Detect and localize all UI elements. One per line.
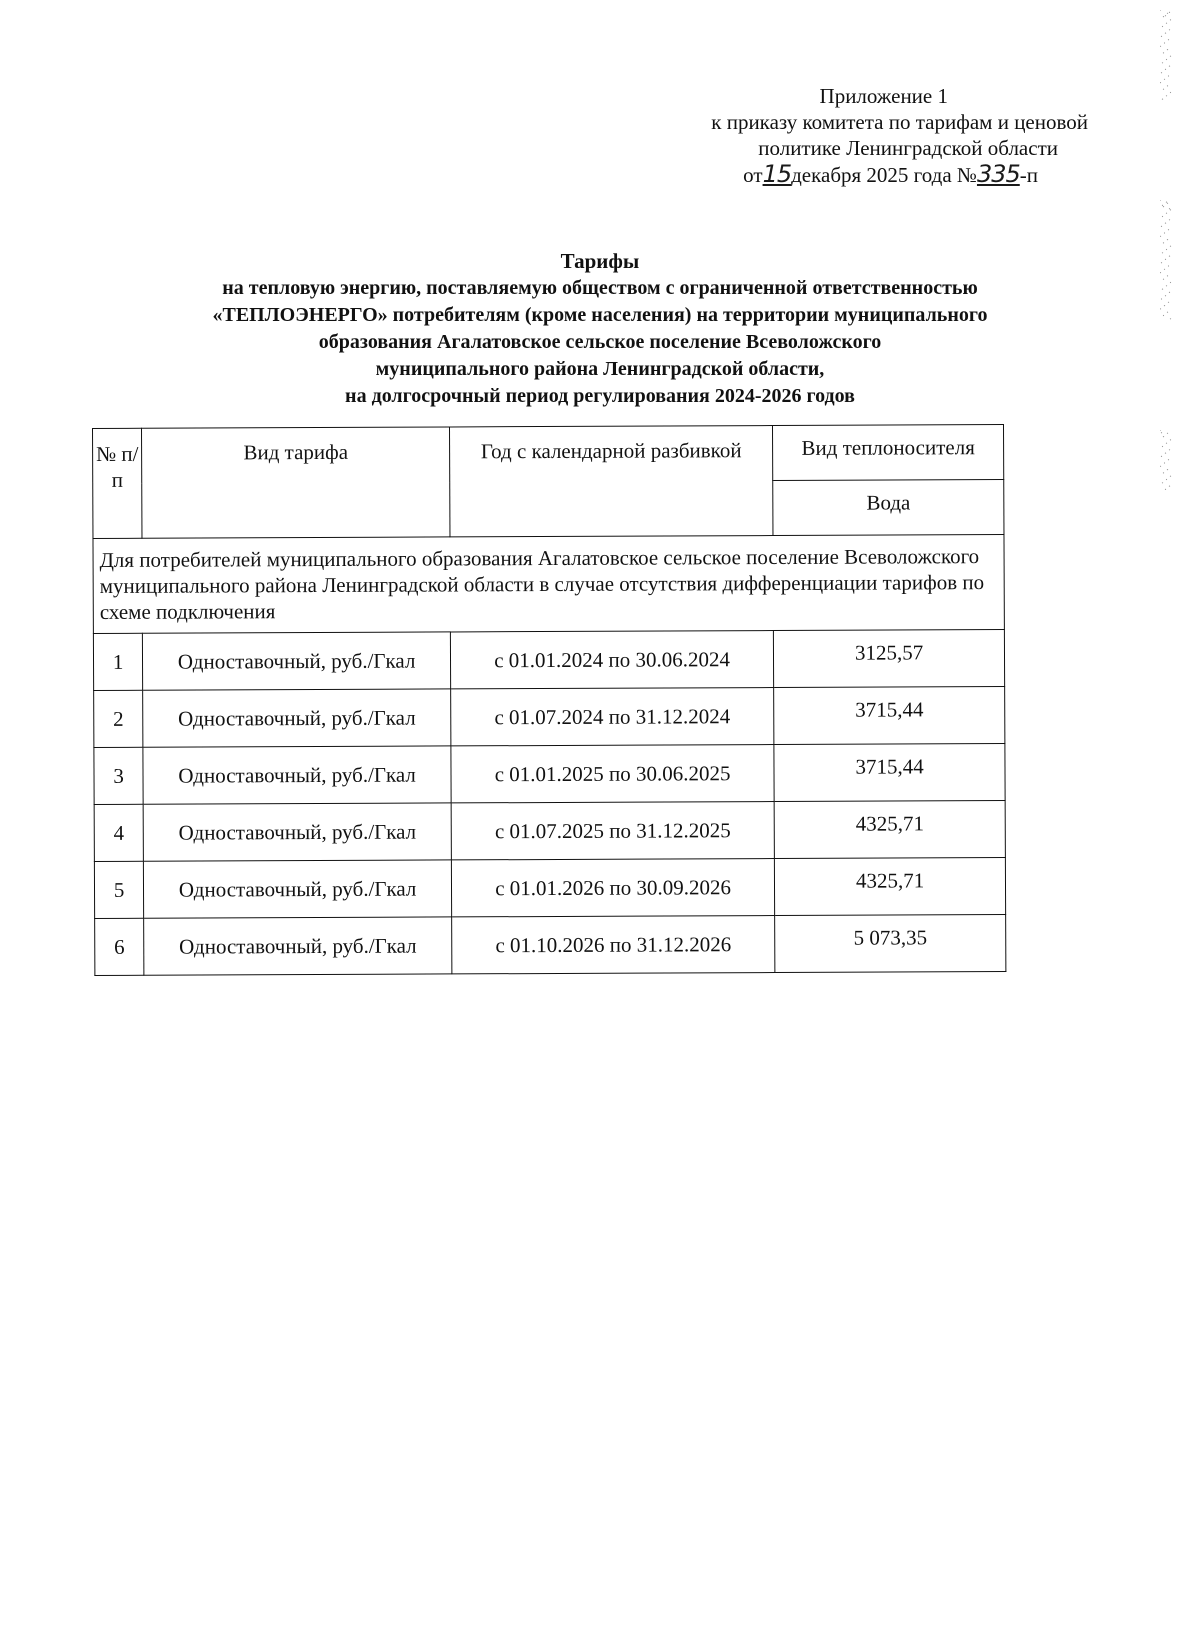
row-period: с 01.10.2026 по 31.12.2026 xyxy=(452,916,775,974)
row-number: 2 xyxy=(94,690,143,747)
header-number xyxy=(93,428,143,538)
document-title-block xyxy=(90,248,1110,410)
row-tariff-kind: Одноставочный, руб./Гкал xyxy=(143,689,451,747)
table-row xyxy=(94,858,1005,919)
row-water-tariff: 3715,44 xyxy=(774,687,1005,745)
header-tariff-kind: Вид тарифа xyxy=(142,427,450,538)
title-line-2: «ТЕПЛОЭНЕРГО» потребителям (кроме населения) на территории муниципального xyxy=(212,304,988,326)
date-suffix: -п xyxy=(1019,163,1038,187)
appendix-committee-line: политике Ленинградской области xyxy=(758,136,1058,160)
title-line-4: муниципального района Ленинградской области, xyxy=(375,358,825,380)
table-row xyxy=(94,744,1005,805)
section-description: Для потребителей муниципального образования Агалатовское сельское поселение Всеволожского муниципального района Ленинградской области в случае отсутствия дифференциации тарифов по схеме подключения xyxy=(93,535,1004,634)
title-line-1: на тепловую энергию, поставляемую обществом с ограниченной ответственностью xyxy=(222,277,978,299)
table-section-row xyxy=(93,535,1004,634)
row-period: с 01.07.2025 по 31.12.2025 xyxy=(451,802,774,860)
row-number: 6 xyxy=(95,918,144,975)
document-title: Тарифы xyxy=(560,249,640,273)
appendix-date-line xyxy=(628,161,1088,188)
row-water-tariff: 4325,71 xyxy=(775,858,1006,916)
scan-noise xyxy=(1160,430,1172,490)
scan-noise xyxy=(1160,10,1172,100)
title-line-5: на долгосрочный период регулирования 2024-2026 годов xyxy=(345,385,855,407)
appendix-header xyxy=(628,83,1088,188)
row-number: 1 xyxy=(93,633,142,690)
header-heat-carrier: Вид теплоносителя xyxy=(773,425,1004,481)
row-period: с 01.01.2024 по 30.06.2024 xyxy=(450,631,773,689)
row-tariff-kind: Одноставочный, руб./Гкал xyxy=(144,860,452,918)
tariff-table xyxy=(92,424,1006,976)
table-row xyxy=(94,687,1005,748)
title-line-3: образования Агалатовское сельское поселение Всеволожского xyxy=(318,331,882,353)
scan-noise xyxy=(1160,200,1172,320)
handwritten-day: 15 xyxy=(762,160,792,188)
table-header-row xyxy=(93,425,1004,484)
table-row xyxy=(95,915,1006,976)
row-water-tariff: 5 073,35 xyxy=(775,915,1006,973)
header-water: Вода xyxy=(773,480,1004,536)
row-number: 4 xyxy=(94,804,143,861)
row-number: 3 xyxy=(94,747,143,804)
header-number-label: № п/п xyxy=(95,441,139,492)
row-water-tariff: 3715,44 xyxy=(774,744,1005,802)
date-prefix: от xyxy=(743,163,763,187)
row-tariff-kind: Одноставочный, руб./Гкал xyxy=(144,917,452,975)
table-row xyxy=(94,801,1005,862)
date-middle: декабря 2025 года № xyxy=(791,163,977,187)
row-period: с 01.07.2024 по 31.12.2024 xyxy=(451,688,774,746)
row-tariff-kind: Одноставочный, руб./Гкал xyxy=(143,746,451,804)
table-row xyxy=(93,630,1004,691)
header-year-breakdown: Год с календарной разбивкой xyxy=(449,426,773,537)
row-tariff-kind: Одноставочный, руб./Гкал xyxy=(143,632,451,690)
appendix-title: Приложение 1 xyxy=(819,84,948,108)
appendix-order-line: к приказу комитета по тарифам и ценовой xyxy=(711,110,1088,134)
row-number: 5 xyxy=(94,861,143,918)
row-tariff-kind: Одноставочный, руб./Гкал xyxy=(143,803,451,861)
row-period: с 01.01.2025 по 30.06.2025 xyxy=(451,745,774,803)
row-period: с 01.01.2026 по 30.09.2026 xyxy=(451,859,774,917)
row-water-tariff: 4325,71 xyxy=(774,801,1005,859)
row-water-tariff: 3125,57 xyxy=(774,630,1005,688)
handwritten-order-number: 335 xyxy=(976,160,1020,188)
